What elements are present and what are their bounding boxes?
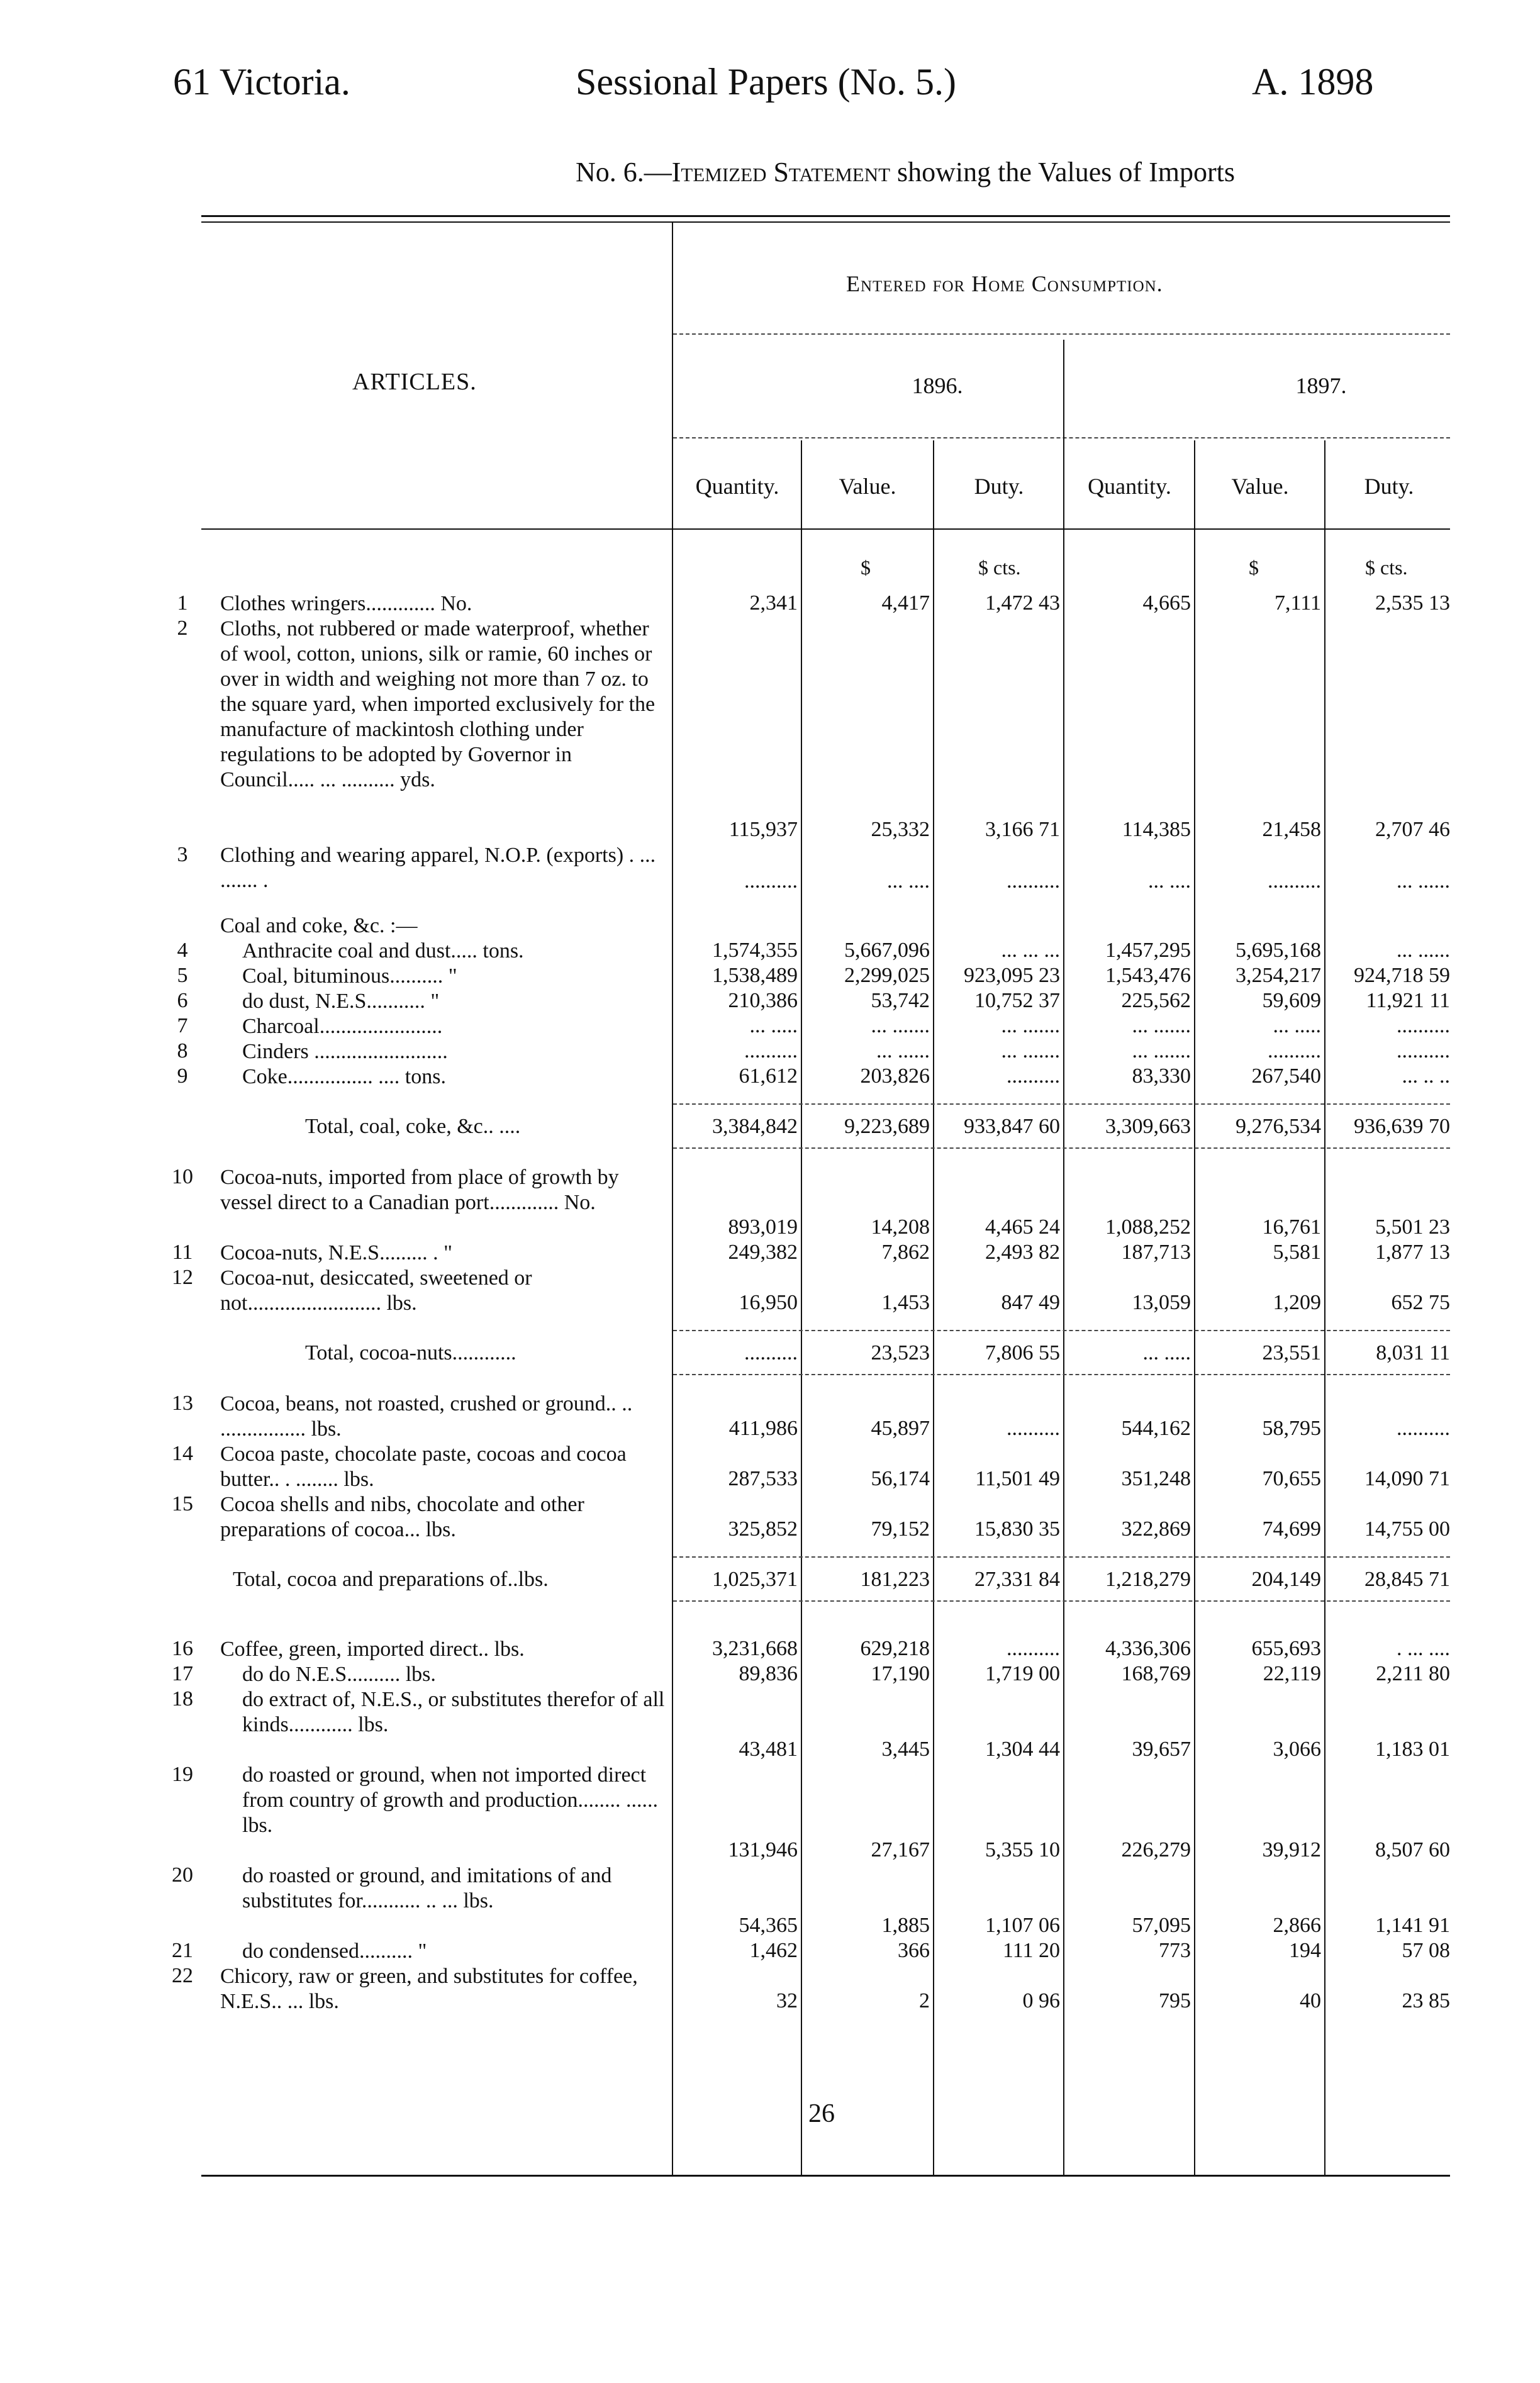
cell-d96: 10,752 37 (974, 989, 1060, 1012)
cell-d97: 2,707 46 (1375, 818, 1450, 841)
cell-v96: 181,223 (860, 1568, 930, 1591)
cell-q97: ... .... (1148, 869, 1191, 893)
cell-q97: 226,279 (1121, 1838, 1191, 1861)
article-label: do extract of, N.E.S., or substitutes therefor of all kinds............ lbs. (242, 1688, 665, 1736)
article-label: Coal and coke, &c. :— (220, 914, 418, 937)
row-number: 17 (172, 1662, 193, 1685)
cell-q96: 893,019 (728, 1215, 798, 1239)
row-number: 2 (177, 617, 188, 640)
col-quantity-1897: Quantity. (1088, 474, 1171, 499)
cell-d96: ... ... ... (1001, 939, 1060, 962)
cell-v96: 2,299,025 (844, 964, 930, 987)
cell-q96: 1,025,371 (712, 1568, 798, 1591)
cell-d96: 4,465 24 (985, 1215, 1060, 1239)
cell-q97: 3,309,663 (1105, 1115, 1191, 1138)
cell-q96: 131,946 (728, 1838, 798, 1861)
cell-q96: 3,384,842 (712, 1115, 798, 1138)
cell-d96: 111 20 (1003, 1939, 1060, 1962)
article-label: Chicory, raw or green, and substitutes for coffee, N.E.S.. ... lbs. (220, 1965, 638, 2013)
cell-d96: 0 96 (1022, 1989, 1060, 2012)
article-label: do dust, N.E.S........... " (242, 990, 440, 1013)
page-number: 26 (808, 2099, 835, 2128)
cell-d97: 5,501 23 (1375, 1215, 1450, 1239)
cell-d96: .......... (1007, 869, 1060, 893)
cell-v97: 74,699 (1262, 1517, 1321, 1541)
article-label: Charcoal....................... (242, 1015, 443, 1038)
cell-v96: ... ...... (876, 1039, 930, 1063)
cell-q96: 2,341 (749, 591, 798, 615)
cell-d96: 1,107 06 (985, 1914, 1060, 1937)
cell-d97: 1,877 13 (1375, 1241, 1450, 1264)
cell-v96: 53,742 (871, 989, 930, 1012)
cell-v97: 70,655 (1262, 1467, 1321, 1490)
cell-q96: 287,533 (728, 1467, 798, 1490)
row-number: 3 (177, 843, 188, 866)
statement-title-prefix: No. 6.— (576, 157, 672, 187)
cell-q97: 1,088,252 (1105, 1215, 1191, 1239)
cell-v97: .......... (1268, 869, 1321, 893)
cell-q96: 411,986 (728, 1417, 798, 1440)
cell-v96: 1,453 (881, 1291, 930, 1314)
cell-d96: 7,806 55 (985, 1341, 1060, 1365)
cell-q97: 4,665 (1142, 591, 1191, 615)
cell-d97: 1,183 01 (1375, 1738, 1450, 1761)
cell-d97: 2,535 13 (1375, 591, 1450, 615)
cell-v97: 59,609 (1262, 989, 1321, 1012)
cell-q96: .......... (744, 869, 798, 893)
article-label: Cocoa-nut, desiccated, sweetened or not......................... lbs. (220, 1266, 532, 1315)
cell-q96: 43,481 (739, 1738, 798, 1761)
row-number: 14 (172, 1442, 193, 1465)
cell-q97: 13,059 (1132, 1291, 1191, 1314)
cell-v96: 4,417 (881, 591, 930, 615)
total-rule-bottom (673, 1374, 1450, 1375)
cell-q96: 325,852 (728, 1517, 798, 1541)
cell-v97: 22,119 (1263, 1662, 1321, 1685)
total-rule (673, 1103, 1450, 1105)
cell-d97: 14,755 00 (1364, 1517, 1450, 1541)
entered-heading: Entered for Home Consumption. (846, 271, 1163, 296)
row-number: 19 (172, 1763, 193, 1786)
cell-d96: 933,847 60 (964, 1115, 1060, 1138)
cell-d97: .......... (1397, 1014, 1450, 1037)
unit-d96: $ cts. (978, 556, 1021, 579)
cell-v97: 58,795 (1262, 1417, 1321, 1440)
cell-d97: ... .. .. (1402, 1064, 1450, 1088)
article-label: do condensed.......... " (242, 1939, 427, 1963)
cell-v96: 2 (919, 1989, 930, 2012)
cell-q96: .......... (744, 1341, 798, 1365)
cell-v96: 366 (898, 1939, 930, 1962)
total-rule-bottom (673, 1600, 1450, 1602)
cell-d97: 652 75 (1391, 1291, 1450, 1314)
cell-v96: 629,218 (860, 1637, 930, 1660)
cell-v97: 267,540 (1251, 1064, 1321, 1088)
cell-q96: .......... (744, 1039, 798, 1063)
cell-q96: 32 (776, 1989, 798, 2012)
cell-v97: 1,209 (1273, 1291, 1321, 1314)
row-number: 7 (177, 1014, 188, 1037)
header-center: Sessional Papers (No. 5.) (576, 61, 956, 103)
cell-d96: 847 49 (1001, 1291, 1060, 1314)
row-number: 18 (172, 1687, 193, 1711)
cell-v97: 3,066 (1273, 1738, 1321, 1761)
cell-q96: 89,836 (739, 1662, 798, 1685)
cell-q97: 544,162 (1121, 1417, 1191, 1440)
cell-d96: .......... (1007, 1637, 1060, 1660)
article-label: Cocoa shells and nibs, chocolate and other preparations of cocoa... lbs. (220, 1493, 584, 1541)
row-number: 21 (172, 1939, 193, 1962)
cell-d97: 8,031 11 (1376, 1341, 1450, 1365)
cell-q97: 39,657 (1132, 1738, 1191, 1761)
cell-v96: 3,445 (881, 1738, 930, 1761)
cell-d97: 936,639 70 (1354, 1115, 1450, 1138)
cell-d96: .......... (1007, 1064, 1060, 1088)
row-number: 15 (172, 1492, 193, 1515)
unit-d97: $ cts. (1365, 556, 1408, 579)
cell-q97: 83,330 (1132, 1064, 1191, 1088)
cell-v97: ... ..... (1273, 1014, 1321, 1037)
year-1896: 1896. (912, 373, 963, 398)
cell-q97: 322,869 (1121, 1517, 1191, 1541)
cell-v97: 39,912 (1262, 1838, 1321, 1861)
cell-q97: 1,543,476 (1105, 964, 1191, 987)
cell-d96: 923,095 23 (964, 964, 1060, 987)
cell-d96: 2,493 82 (985, 1241, 1060, 1264)
cell-d97: . ... .... (1397, 1637, 1450, 1660)
cell-v97: 16,761 (1262, 1215, 1321, 1239)
cell-d97: 8,507 60 (1375, 1838, 1450, 1861)
cell-q96: 61,612 (739, 1064, 798, 1088)
cell-d96: 27,331 84 (974, 1568, 1060, 1591)
cell-v96: ... ....... (871, 1014, 930, 1037)
cell-d96: 1,304 44 (985, 1738, 1060, 1761)
row-number: 20 (172, 1863, 193, 1887)
header-right: A. 1898 (1252, 61, 1374, 103)
cell-v96: 1,885 (881, 1914, 930, 1937)
cell-v96: 7,862 (881, 1241, 930, 1264)
cell-q96: 1,538,489 (712, 964, 798, 987)
row-number: 10 (172, 1165, 193, 1188)
cell-q96: 54,365 (739, 1914, 798, 1937)
cell-q97: ... ....... (1132, 1014, 1191, 1037)
cell-q97: ... ....... (1132, 1039, 1191, 1063)
cell-q96: 3,231,668 (712, 1637, 798, 1660)
total-rule-bottom (673, 1147, 1450, 1149)
row-number: 13 (172, 1392, 193, 1415)
cell-d96: .......... (1007, 1417, 1060, 1440)
cell-d96: 5,355 10 (985, 1838, 1060, 1861)
article-label: Cinders ......................... (242, 1040, 448, 1063)
cell-q97: 57,095 (1132, 1914, 1191, 1937)
cell-d97: 2,211 80 (1376, 1662, 1450, 1685)
cell-v96: 203,826 (860, 1064, 930, 1088)
cell-v96: 45,897 (871, 1417, 930, 1440)
cell-v97: 9,276,534 (1236, 1115, 1321, 1138)
article-label: do do N.E.S.......... lbs. (242, 1663, 436, 1686)
cell-d97: ... ...... (1397, 939, 1450, 962)
article-label: Coke................ .... tons. (242, 1065, 446, 1088)
article-label: Cocoa-nuts, N.E.S......... . " (220, 1241, 452, 1264)
cell-v97: 204,149 (1251, 1568, 1321, 1591)
row-number: 9 (177, 1064, 188, 1088)
total-label: Total, cocoa and preparations of..lbs. (233, 1568, 549, 1591)
cell-d97: 11,921 11 (1366, 989, 1450, 1012)
cell-q96: 210,386 (728, 989, 798, 1012)
cell-v97: 655,693 (1251, 1637, 1321, 1660)
cell-v96: 27,167 (871, 1838, 930, 1861)
cell-q96: 16,950 (739, 1291, 798, 1314)
statement-title-main: Itemized Statement (671, 157, 891, 187)
cell-q97: 4,336,306 (1105, 1637, 1191, 1660)
row-number: 5 (177, 964, 188, 987)
article-label: do roasted or ground, and imitations of and substitutes for........... .. ... lbs. (242, 1864, 612, 1912)
cell-v96: 23,523 (871, 1341, 930, 1365)
cell-d97: 23 85 (1402, 1989, 1450, 2012)
row-number: 12 (172, 1266, 193, 1289)
article-label: do roasted or ground, when not imported direct from country of growth and production........ ...... lbs. (242, 1763, 658, 1837)
cell-v97: .......... (1268, 1039, 1321, 1063)
article-label: Cocoa, beans, not roasted, crushed or ground.. .. ................ lbs. (220, 1392, 633, 1441)
col-duty-1897: Duty. (1364, 474, 1414, 499)
cell-v96: 5,667,096 (844, 939, 930, 962)
articles-heading: ARTICLES. (352, 369, 477, 395)
row-number: 4 (177, 939, 188, 962)
cell-d96: ... ....... (1001, 1014, 1060, 1037)
cell-v97: 3,254,217 (1236, 964, 1321, 987)
article-label: Cocoa paste, chocolate paste, cocoas and cocoa butter.. . ........ lbs. (220, 1443, 627, 1491)
cell-q97: 114,385 (1122, 818, 1191, 841)
year-1897: 1897. (1295, 373, 1347, 398)
cell-d96: 11,501 49 (975, 1467, 1060, 1490)
cell-v97: 5,581 (1273, 1241, 1321, 1264)
cell-d97: 57 08 (1402, 1939, 1450, 1962)
cell-d97: 28,845 71 (1364, 1568, 1450, 1591)
statement-title-suffix: showing the Values of Imports (890, 157, 1235, 187)
cell-v96: 79,152 (871, 1517, 930, 1541)
cell-q96: 115,937 (728, 818, 798, 841)
total-label: Total, coal, coke, &c.. .... (305, 1115, 521, 1138)
row-number: 22 (172, 1964, 193, 1987)
col-duty-1896: Duty. (974, 474, 1024, 499)
cell-q96: 1,462 (749, 1939, 798, 1962)
cell-q97: 225,562 (1121, 989, 1191, 1012)
row-number: 11 (172, 1241, 193, 1264)
cell-v97: 5,695,168 (1236, 939, 1321, 962)
cell-q97: 795 (1159, 1989, 1191, 2012)
cell-d97: ... ...... (1397, 869, 1450, 893)
cell-q97: 1,218,279 (1105, 1568, 1191, 1591)
cell-v97: 7,111 (1275, 591, 1321, 615)
col-quantity-1896: Quantity. (695, 474, 779, 499)
cell-v96: 14,208 (871, 1215, 930, 1239)
cell-q96: 1,574,355 (712, 939, 798, 962)
cell-d97: 14,090 71 (1364, 1467, 1450, 1490)
cell-d96: 1,472 43 (985, 591, 1060, 615)
col-value-1896: Value. (839, 474, 896, 499)
total-rule (673, 1330, 1450, 1331)
cell-d97: .......... (1397, 1039, 1450, 1063)
cell-d97: .......... (1397, 1417, 1450, 1440)
article-label: Cloths, not rubbered or made waterproof, whether of wool, cotton, unions, silk or ramie, 60 inches or over in width and weighing not more than 7 oz. to the square yard, when imported exclusively for the manufacture of mackintosh clothing under regulations to be adopted by Governor in Council..... ... .......... yds. (220, 617, 656, 791)
cell-v96: ... .... (887, 869, 930, 893)
total-rule (673, 1556, 1450, 1558)
cell-v97: 21,458 (1262, 818, 1321, 841)
total-label: Total, cocoa-nuts............ (305, 1341, 516, 1365)
unit-v97: $ (1249, 556, 1259, 579)
cell-v96: 25,332 (871, 818, 930, 841)
cell-v97: 40 (1300, 1989, 1321, 2012)
row-number: 6 (177, 989, 188, 1012)
cell-q97: 168,769 (1121, 1662, 1191, 1685)
article-label: Anthracite coal and dust..... tons. (242, 939, 524, 963)
unit-v96: $ (861, 556, 871, 579)
cell-v97: 23,551 (1262, 1341, 1321, 1365)
cell-q96: ... ..... (749, 1014, 798, 1037)
cell-d97: 924,718 59 (1354, 964, 1450, 987)
row-number: 16 (172, 1637, 193, 1660)
cell-d96: 15,830 35 (974, 1517, 1060, 1541)
cell-d97: 1,141 91 (1375, 1914, 1450, 1937)
col-value-1897: Value. (1231, 474, 1289, 499)
cell-q97: ... ..... (1142, 1341, 1191, 1365)
article-label: Cocoa-nuts, imported from place of growth by vessel direct to a Canadian port............. No. (220, 1166, 619, 1214)
article-label: Coffee, green, imported direct.. lbs. (220, 1638, 525, 1661)
article-label: Coal, bituminous.......... " (242, 964, 457, 988)
cell-q97: 773 (1159, 1939, 1191, 1962)
article-label: Clothing and wearing apparel, N.O.P. (exports) . ... ....... . (220, 844, 656, 892)
cell-q96: 249,382 (728, 1241, 798, 1264)
cell-v97: 2,866 (1273, 1914, 1321, 1937)
cell-v96: 56,174 (871, 1467, 930, 1490)
row-number: 8 (177, 1039, 188, 1063)
cell-q97: 351,248 (1121, 1467, 1191, 1490)
cell-v96: 17,190 (871, 1662, 930, 1685)
cell-v96: 9,223,689 (844, 1115, 930, 1138)
cell-q97: 187,713 (1121, 1241, 1191, 1264)
header-left: 61 Victoria. (173, 61, 350, 103)
row-number: 1 (177, 591, 188, 615)
cell-q97: 1,457,295 (1105, 939, 1191, 962)
cell-d96: ... ....... (1001, 1039, 1060, 1063)
cell-d96: 3,166 71 (985, 818, 1060, 841)
article-label: Clothes wringers............. No. (220, 592, 472, 615)
cell-v97: 194 (1289, 1939, 1321, 1962)
cell-d96: 1,719 00 (985, 1662, 1060, 1685)
